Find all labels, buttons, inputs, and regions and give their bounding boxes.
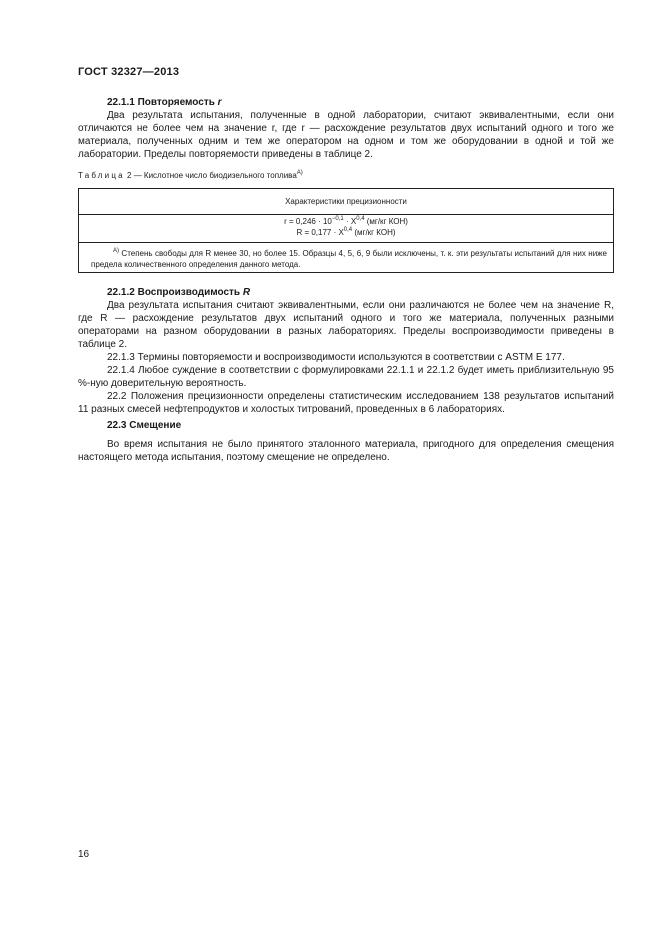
section-title: Повторяемость	[137, 97, 215, 108]
table-caption	[78, 171, 303, 181]
section-22-1-1	[78, 96, 614, 161]
section-symbol: R	[242, 287, 251, 298]
table-caption-footnote-mark: A)	[296, 170, 303, 176]
section-number: 22.1.2	[107, 287, 135, 298]
section-paragraph: Во время испытания не было принятого эталонного материала, пригодного для определения смещения настоящего метода испытания, поэтому смещение не определено.	[78, 439, 614, 463]
section-heading	[78, 286, 614, 299]
table-caption-text: 2 — Кислотное число биодизельного топлива	[127, 171, 297, 180]
table-formula-cell	[79, 215, 613, 243]
section-paragraph: Два результата испытания считают эквивалентными, если они различаются не более чем на значение R, где R — расхождение результатов двух испытаний одного и того же материала, полученных разными операторами на разном оборудовании в разных лабораториях. Пределы воспроизводимости приведены в таблице 2.	[78, 300, 614, 350]
section-heading	[78, 419, 614, 432]
paragraph-22-1-3: 22.1.3 Термины повторяемости и воспроизводимости используются в соответствии с ASTM E 177.	[107, 352, 565, 363]
table-caption-word: Таблица	[78, 171, 125, 180]
section-paragraph: Два результата испытания, полученные в одной лаборатории, считают эквивалентными, если они отличаются не более чем на значение r, где r — расхождение результатов двух испытаний одного и того же материала, полученных одним и тем же оператором на одном и том же оборудовании в одной и той же лаборатории. Пределы повторяемости приведены в таблице 2.	[78, 110, 614, 160]
section-title: Смещение	[129, 420, 182, 431]
footnote-mark: A)	[113, 248, 119, 254]
section-title: Воспроизводимость	[137, 287, 241, 298]
section-number: 22.1.1	[107, 97, 135, 108]
table-footnote	[79, 243, 613, 270]
section-heading	[78, 96, 614, 109]
paragraph-22-2: 22.2 Положения прецизионности определены статистическим исследованием 138 результатов испытаний 11 разных смесей нефтепродуктов и холостых титрований, проведенных в 6 лабораториях.	[78, 391, 614, 415]
paragraph-22-1-4: 22.1.4 Любое суждение в соответствии с формулировками 22.1.1 и 22.1.2 будет иметь приблизительную 95 %-ную доверительную вероятность.	[78, 365, 614, 389]
section-symbol: r	[217, 97, 222, 108]
footnote-text: Степень свободы для R менее 30, но более 15. Образцы 4, 5, 6, 9 были исключены, т. к. эти результаты испытаний для них ниже предела количественного определения данного метода.	[91, 249, 607, 269]
formula-repeatability: $r = 0,246 \cdot 10^{-0,1} \cdot X^{0,4}$ (мг/кг КОН)	[284, 216, 408, 226]
section-22-3	[78, 419, 614, 464]
table-header-cell: Характеристики прецизионности	[79, 189, 613, 215]
page-number: 16	[78, 849, 90, 860]
formula-reproducibility: R = 0,177 · X$^{0,4}$ (мг/кг КОН)	[296, 227, 396, 237]
section-22-1-2	[78, 286, 614, 416]
document-header: ГОСТ 32327—2013	[78, 66, 180, 78]
precision-table	[78, 188, 614, 273]
section-number: 22.3	[107, 420, 127, 431]
